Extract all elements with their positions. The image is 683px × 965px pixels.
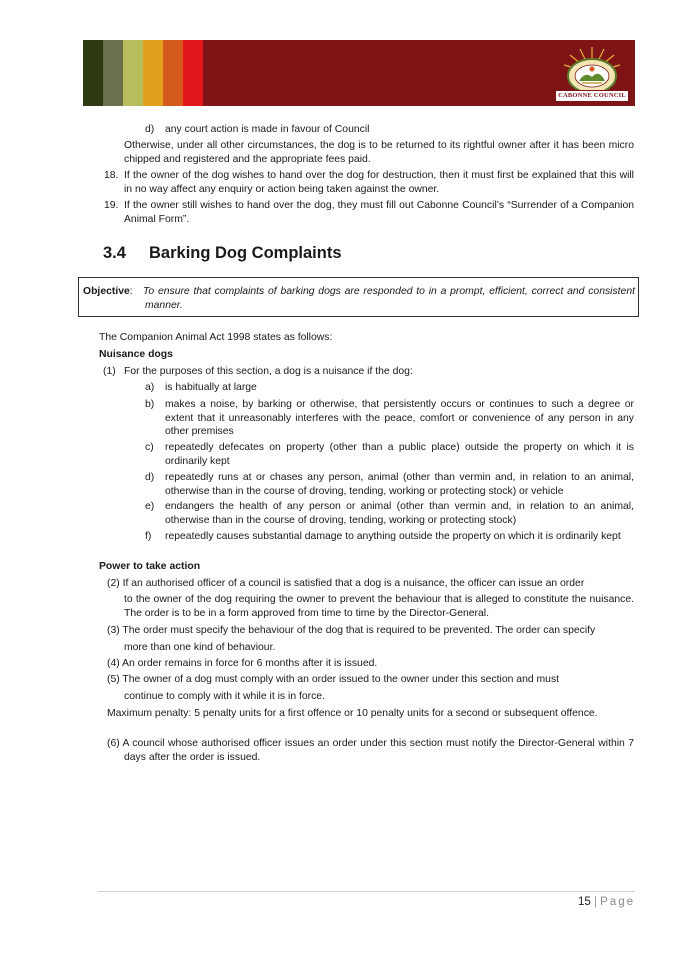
- subheading-nuisance: Nuisance dogs: [99, 349, 173, 360]
- list-item-text: If the owner of the dog wishes to hand over the dog for destruction, then it must first be explained that this will in no way affect any enquiry or action being taken against the owner.: [124, 170, 634, 195]
- objective-label: Objective: [83, 286, 130, 297]
- para-number: (1): [103, 366, 116, 377]
- color-stripe: [123, 40, 143, 106]
- list-item-letter: c): [145, 442, 154, 453]
- objective-text: To ensure that complaints of barking dogs are responded to in a prompt, efficient, correct and consistent manner.: [143, 286, 635, 311]
- color-stripe: [143, 40, 163, 106]
- list-item-text: repeatedly causes substantial damage to anything outside the property on which it is ordinarily kept: [165, 531, 621, 542]
- page-footer: [578, 896, 635, 908]
- list-item-text: repeatedly defecates on property (other than a public place) outside the property on which it is ordinarily kept: [165, 442, 634, 467]
- logo-emblem-icon: [555, 43, 629, 95]
- paragraph: more than one kind of behaviour.: [124, 642, 276, 653]
- list-item-text: is habitually at large: [165, 382, 257, 393]
- page-word: Page: [600, 896, 635, 908]
- objective-label-wrap: [83, 285, 133, 299]
- footer-separator: |: [593, 896, 597, 908]
- subheading-power: Power to take action: [99, 561, 201, 572]
- paragraph: Otherwise, under all other circumstances, the dog is to be returned to its rightful owner after it has been micro chipped and registered and the appropriate fees paid.: [124, 140, 634, 165]
- section-heading: [103, 244, 342, 263]
- list-item-text: any court action is made in favour of Council: [165, 124, 370, 135]
- objective-box: [78, 277, 639, 317]
- council-logo: [555, 43, 629, 103]
- paragraph: (6) A council whose authorised officer issues an order under this section must notify the Director-General within 7 days after the order is issued.: [107, 738, 634, 763]
- list-item-text: endangers the health of any person or animal (other than vermin and, in relation to an animal, otherwise than in the course of droving, tending, working or protecting stock): [165, 501, 634, 526]
- list-item-text: If the owner still wishes to hand over the dog, they must fill out Cabonne Council’s “Surrender of a Companion Animal Form”.: [124, 200, 634, 225]
- color-stripe: [103, 40, 123, 106]
- list-number: 19.: [104, 200, 119, 211]
- paragraph: continue to comply with it while it is in force.: [124, 691, 325, 702]
- paragraph: For the purposes of this section, a dog is a nuisance if the dog:: [124, 366, 413, 377]
- list-item-letter: f): [145, 531, 152, 542]
- page-number: 15: [577, 896, 591, 908]
- objective-colon: :: [129, 286, 133, 297]
- list-item-letter: a): [145, 382, 155, 393]
- list-item-letter: d): [145, 124, 155, 135]
- list-number: 18.: [104, 170, 119, 181]
- paragraph-penalty: Maximum penalty: 5 penalty units for a first offence or 10 penalty units for a second or subsequent offence.: [107, 708, 598, 719]
- color-stripe: [83, 40, 103, 106]
- header-banner: [83, 40, 635, 106]
- paragraph: (4) An order remains in force for 6 months after it is issued.: [107, 658, 378, 669]
- section-title: Barking Dog Complaints: [149, 244, 342, 262]
- logo-text: CABONNE COUNCIL: [555, 90, 629, 102]
- color-stripe: [183, 40, 203, 106]
- paragraph: (3) The order must specify the behaviour of the dog that is required to be prevented. The order can specify: [107, 625, 596, 636]
- intro-text: The Companion Animal Act 1998 states as follows:: [99, 332, 333, 343]
- list-item-letter: b): [145, 399, 155, 410]
- list-item-text: makes a noise, by barking or otherwise, that persistently occurs or continues to such a degree or extent that it unreasonably interferes with the peace, comfort or convenience of any person in any other premises: [165, 399, 634, 437]
- paragraph: (2) If an authorised officer of a council is satisfied that a dog is a nuisance, the officer can issue an order: [107, 578, 585, 589]
- list-item-letter: e): [145, 501, 155, 512]
- color-stripe: [163, 40, 183, 106]
- footer-divider: [98, 891, 635, 892]
- paragraph: (5) The owner of a dog must comply with an order issued to the owner under this section and must: [107, 674, 560, 685]
- list-item-text: repeatedly runs at or chases any person, animal (other than vermin and, in relation to an animal, otherwise than in the course of droving, tending, working or protecting stock) or vehicle: [165, 472, 634, 497]
- paragraph: to the owner of the dog requiring the owner to prevent the behaviour that is alleged to constitute the nuisance. The order is to be in a form approved from time to time by the Director-General.: [124, 594, 634, 619]
- section-number: 3.4: [103, 244, 126, 262]
- list-item-letter: d): [145, 472, 155, 483]
